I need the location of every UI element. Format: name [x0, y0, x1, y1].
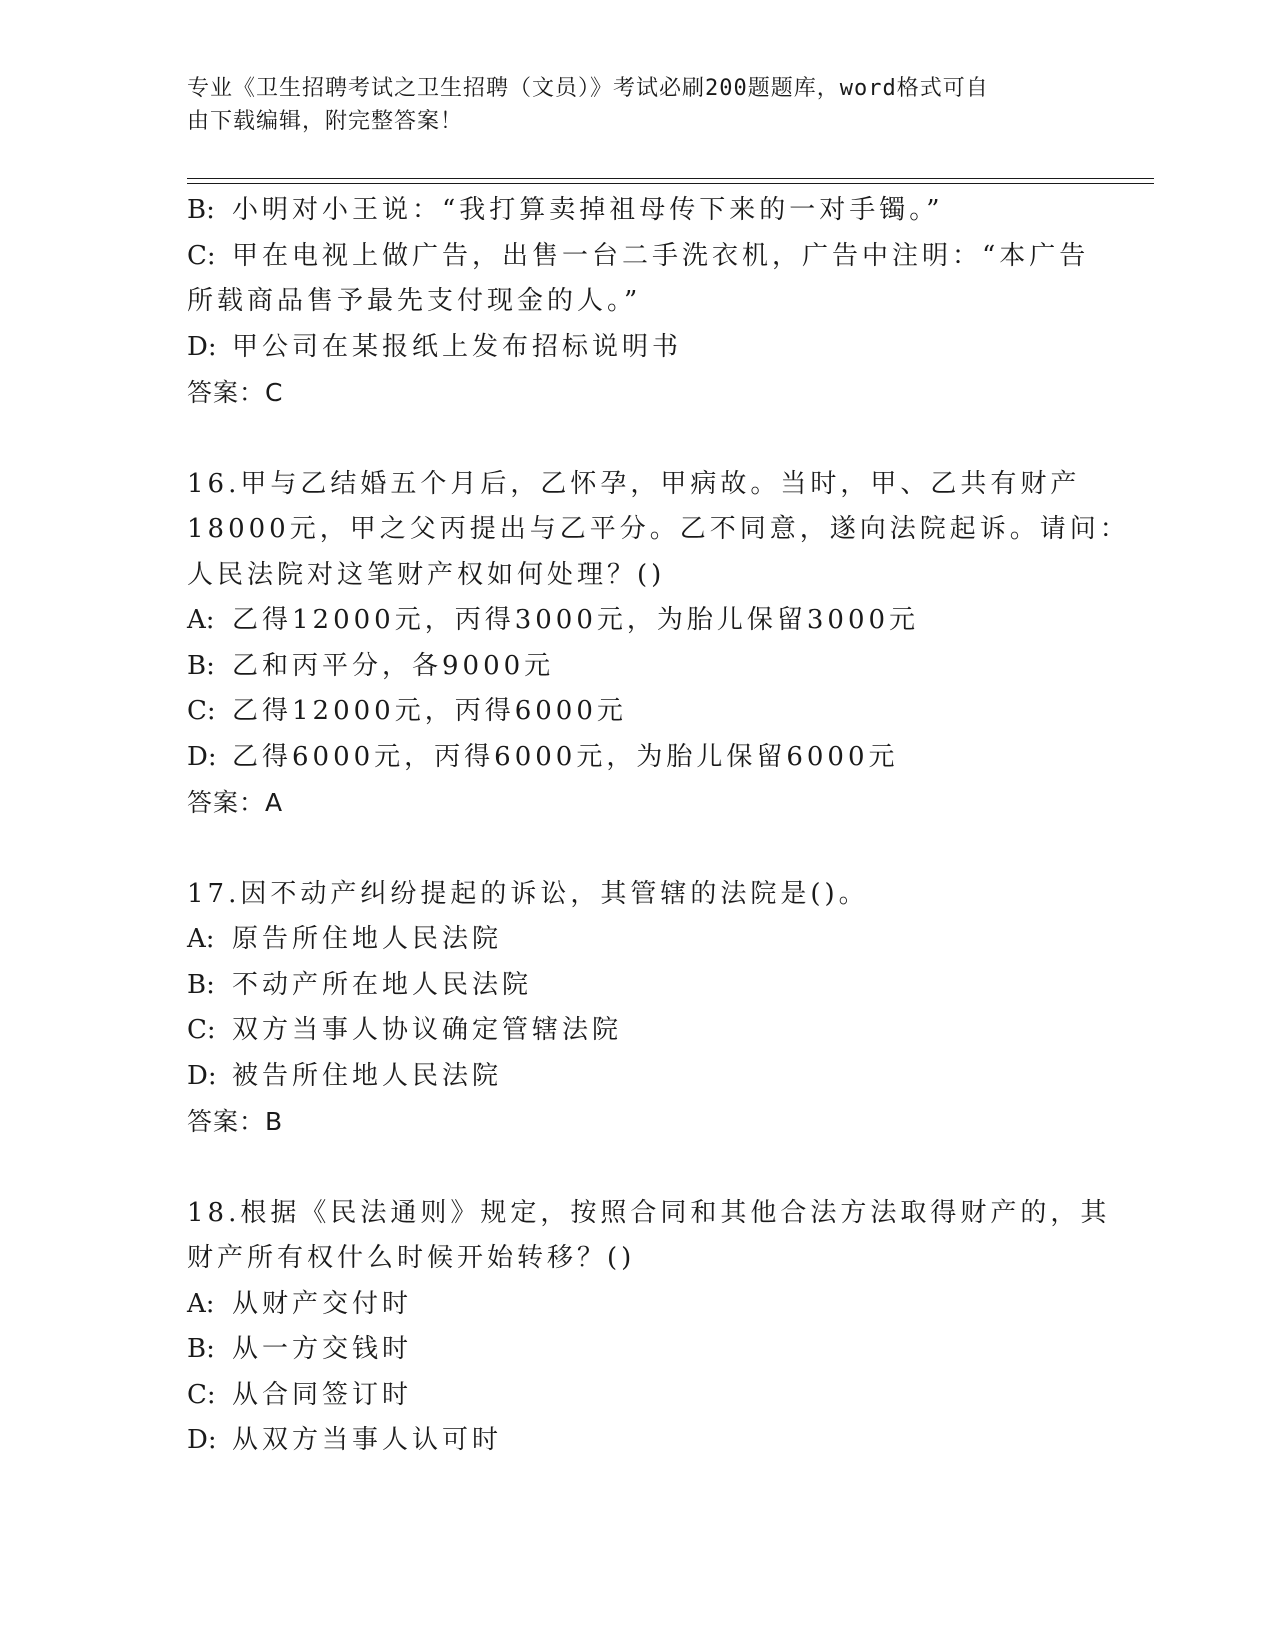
- option-letter: C:: [187, 1379, 216, 1410]
- option-letter: B:: [187, 1334, 215, 1364]
- header-line-2: 由下载编辑，附完整答案！: [187, 109, 464, 134]
- question-block-16: [187, 462, 1130, 826]
- option-c: [187, 689, 1087, 735]
- question-stem-line-3: 人民法院对这笔财产权如何处理？(): [187, 559, 666, 590]
- question-stem-line-1: 17.因不动产纠纷提起的诉讼，其管辖的法院是()。: [187, 878, 869, 909]
- option-a: [187, 598, 1087, 644]
- answer-line: 答案：B: [187, 1107, 284, 1136]
- question-stem-line-1: 18.根据《民法通则》规定，按照合同和其他合法方法取得财产的，其: [187, 1197, 1111, 1228]
- option-letter: B:: [187, 650, 215, 681]
- option-text: 双方当事人协议确定管辖法院: [232, 1015, 623, 1045]
- option-text: 乙得12000元，丙得6000元: [232, 696, 627, 726]
- option-d: [187, 1054, 1087, 1100]
- option-letter: D:: [187, 331, 217, 362]
- option-d: [187, 325, 1087, 371]
- option-letter: A:: [187, 924, 215, 954]
- header-line-1: 专业《卫生招聘考试之卫生招聘（文员）》考试必刷200题题库，word格式可自: [187, 76, 989, 101]
- option-b: [187, 963, 1087, 1009]
- option-letter: D:: [187, 1425, 217, 1455]
- option-letter: A:: [187, 1288, 215, 1319]
- option-letter: A:: [187, 605, 215, 635]
- option-c: [187, 234, 1090, 280]
- option-a: [187, 1282, 1087, 1328]
- option-c: [187, 1008, 1087, 1054]
- option-text: 乙得12000元，丙得3000元，为胎儿保留3000元: [232, 605, 920, 635]
- option-text: 从合同签订时: [232, 1379, 413, 1410]
- option-b: [187, 188, 1087, 234]
- option-text: 不动产所在地人民法院: [232, 969, 533, 1000]
- option-text: 从财产交付时: [232, 1288, 413, 1319]
- option-text: 被告所住地人民法院: [232, 1060, 503, 1091]
- option-d: [187, 1418, 1087, 1464]
- option-letter: B:: [187, 195, 215, 225]
- header-divider-bottom: [187, 183, 1154, 184]
- option-letter: D:: [187, 741, 217, 772]
- option-text: 甲在电视上做广告，出售一台二手洗衣机，广告中注明：“本广告: [232, 240, 1090, 271]
- question-block-17: [187, 872, 1087, 1145]
- option-text: 从双方当事人认可时: [232, 1425, 503, 1455]
- document-header: [187, 72, 1067, 138]
- option-letter: D:: [187, 1060, 217, 1091]
- header-divider-top: [187, 178, 1154, 179]
- answer-line: 答案：C: [187, 378, 284, 407]
- option-b: [187, 644, 1087, 690]
- option-letter: B:: [187, 969, 215, 1000]
- option-text: 乙和丙平分，各9000元: [232, 650, 555, 681]
- question-stem-line-2: 18000元，甲之父丙提出与乙平分。乙不同意，遂向法院起诉。请问：: [187, 514, 1130, 544]
- option-text: 从一方交钱时: [232, 1334, 413, 1364]
- option-d: [187, 735, 1087, 781]
- option-b: [187, 1327, 1087, 1373]
- option-c: [187, 1373, 1087, 1419]
- option-text: 乙得6000元，丙得6000元，为胎儿保留6000元: [232, 741, 899, 772]
- question-stem-line-2: 财产所有权什么时候开始转移？(): [187, 1243, 636, 1273]
- option-letter: C:: [187, 1015, 216, 1045]
- answer-line: 答案：A: [187, 788, 284, 817]
- question-stem-line-1: 16.甲与乙结婚五个月后，乙怀孕，甲病故。当时，甲、乙共有财产: [187, 468, 1081, 499]
- option-letter: C:: [187, 240, 216, 271]
- option-text: 小明对小王说：“我打算卖掉祖母传下来的一对手镯。”: [232, 195, 944, 225]
- question-block-18: [187, 1191, 1111, 1464]
- question-content: [187, 188, 1130, 1464]
- question-block-15-continued: [187, 188, 1090, 416]
- option-a: [187, 917, 1087, 963]
- option-text: 甲公司在某报纸上发布招标说明书: [232, 331, 683, 362]
- option-c-continued: 所载商品售予最先支付现金的人。”: [187, 286, 642, 316]
- option-text: 原告所住地人民法院: [232, 924, 503, 954]
- option-letter: C:: [187, 696, 216, 726]
